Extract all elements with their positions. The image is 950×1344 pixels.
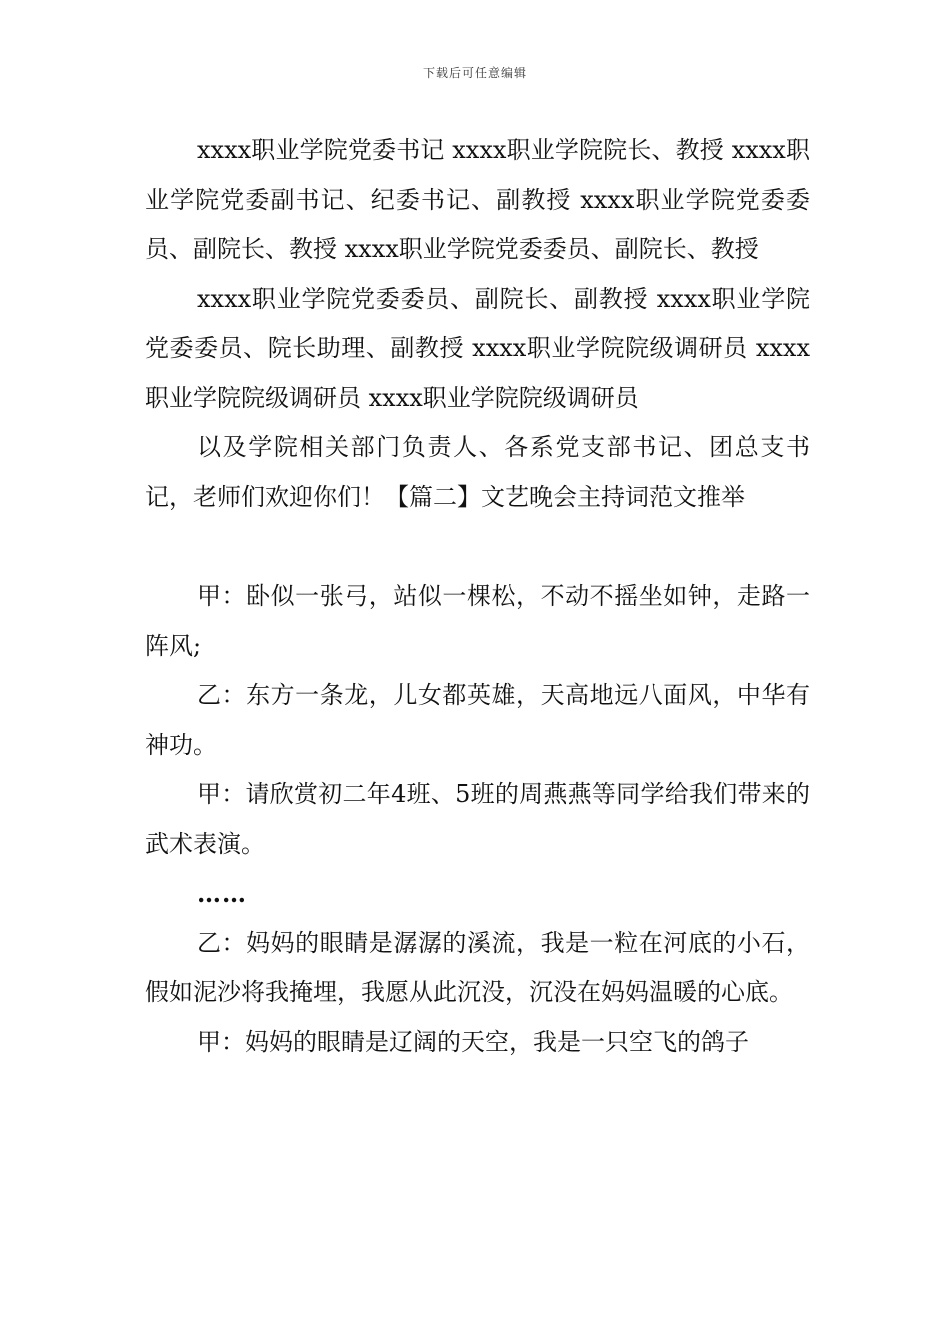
dialogue-line: 乙：妈妈的眼睛是潺潺的溪流，我是一粒在河底的小石，假如泥沙将我掩埋，我愿从此沉没，沉没在妈妈温暖的心底。 (145, 928, 810, 1006)
paragraph-attendees-2: xxxx职业学院党委委员、副院长、副教授 xxxx职业学院党委委员、院长助理、副教授 xxxx职业学院院级调研员 xxxx职业学院院级调研员 xxxx职业学院院级调研员 (145, 284, 810, 412)
dialogue-line: 甲：妈妈的眼睛是辽阔的天空，我是一只空飞的鸽子 (197, 1027, 749, 1056)
dialogue-line: 甲：卧似一张弓，站似一棵松，不动不摇坐如钟，走路一阵风; (145, 582, 810, 660)
document-body (145, 126, 810, 1067)
dialogue-line: 甲：请欣赏初二年4班、5班的周燕燕等同学给我们带来的武术表演。 (145, 780, 810, 858)
paragraph-attendees-1: xxxx职业学院党委书记 xxxx职业学院院长、教授 xxxx职业学院党委副书记、纪委书记、副教授 xxxx职业学院党委委员、副院长、教授 xxxx职业学院党委委员、副院长、教授 (145, 136, 810, 263)
ellipsis-line: …… (197, 879, 247, 908)
dialogue-line: 乙：东方一条龙，儿女都英雄，天高地远八面风，中华有神功。 (145, 681, 810, 759)
download-note: 下载后可任意编辑 (422, 66, 527, 80)
paragraph-welcome: 以及学院相关部门负责人、各系党支部书记、团总支书记，老师们欢迎你们！【篇二】文艺晚会主持词范文推举 (145, 433, 810, 511)
section-gap (145, 522, 810, 572)
